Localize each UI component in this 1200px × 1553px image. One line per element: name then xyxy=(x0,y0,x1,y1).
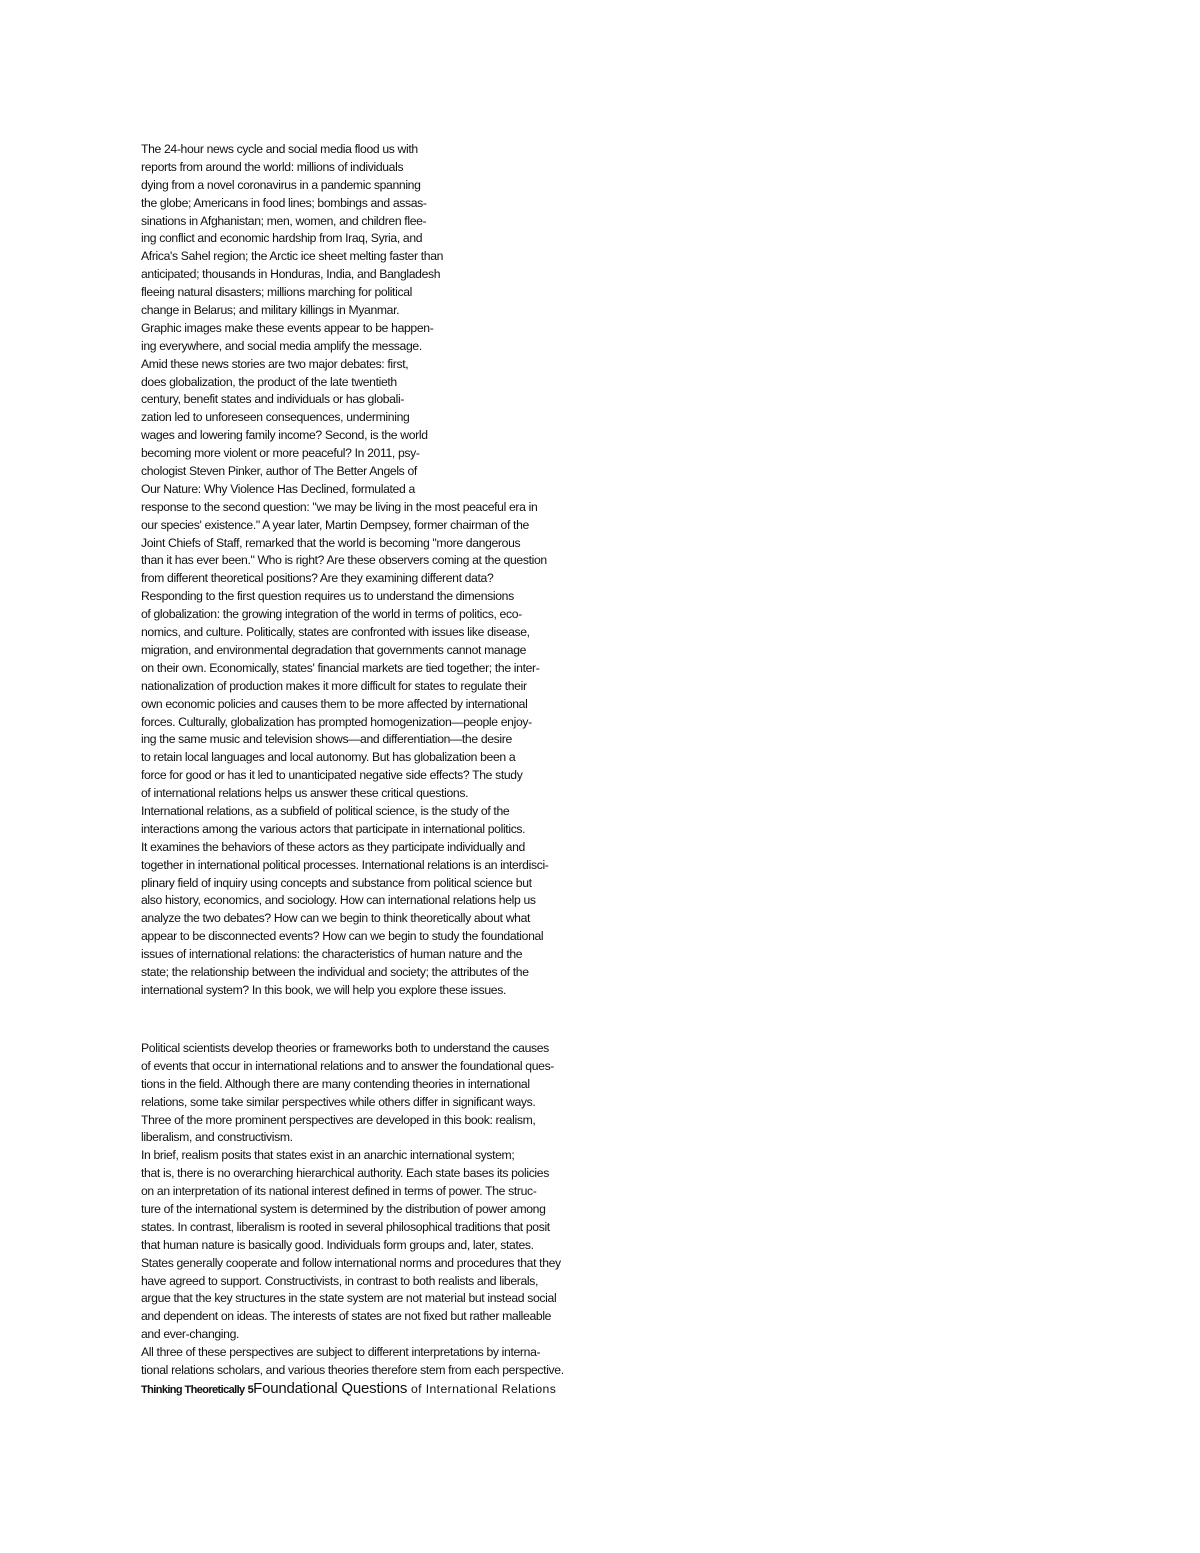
text-line: reports from around the world: millions of individuals xyxy=(141,159,404,174)
text-line: state; the relationship between the individual and society; the attributes of the xyxy=(141,964,529,979)
text-line: together in international political processes. International relations is an interdisci- xyxy=(141,857,549,872)
text-line: change in Belarus; and military killings in Myanmar. xyxy=(141,303,400,318)
text-line: ture of the international system is determined by the distribution of power among xyxy=(141,1202,546,1217)
text-line: that is, there is no overarching hierarchical authority. Each state bases its policies xyxy=(141,1166,549,1181)
text-line: our species' existence." A year later, Martin Dempsey, former chairman of the xyxy=(141,517,529,532)
chapter-title: oundational Questions xyxy=(262,1379,408,1397)
running-head: Thinking Theoretically xyxy=(141,1383,245,1396)
text-line: and ever-changing. xyxy=(141,1327,240,1342)
text-line: tions in the field. Although there are many contending theories in international xyxy=(141,1076,530,1091)
chapter-title-initial: F xyxy=(253,1379,263,1397)
text-line: becoming more violent or more peaceful? In 2011, psy- xyxy=(141,446,420,461)
text-line: Our Nature: Why Violence Has Declined, formulated a xyxy=(141,481,415,496)
text-line: Amid these news stories are two major debates: first, xyxy=(141,356,409,371)
text-line: International relations, as a subfield of political science, is the study of the xyxy=(141,803,510,818)
text-line: All three of these perspectives are subject to different interpretations by interna- xyxy=(141,1345,541,1360)
text-line: international system? In this book, we will help you explore these issues. xyxy=(141,982,506,997)
text-line: Political scientists develop theories or frameworks both to understand the causes xyxy=(141,1041,549,1055)
text-line: Africa's Sahel region; the Arctic ice sheet melting faster than xyxy=(141,249,444,264)
text-line: appear to be disconnected events? How can we begin to study the foundational xyxy=(141,929,544,944)
text-line: own economic policies and causes them to be more affected by international xyxy=(141,696,528,711)
text-line: have agreed to support. Constructivists, in contrast to both realists and liberals, xyxy=(141,1273,539,1288)
text-block-introduction xyxy=(141,141,641,1000)
text-line: to retain local languages and local autonomy. But has globalization been a xyxy=(141,750,516,765)
text-line: the globe; Americans in food lines; bombings and assas- xyxy=(141,195,427,210)
text-line: forces. Culturally, globalization has prompted homogenization—people enjoy- xyxy=(141,714,532,729)
text-line: tional relations scholars, and various theories therefore stem from each perspective. xyxy=(141,1363,564,1378)
text-line: anticipated; thousands in Honduras, India, and Bangladesh xyxy=(141,267,441,282)
page-number: 5 xyxy=(247,1383,254,1396)
text-line: dying from a novel coronavirus in a pandemic spanning xyxy=(141,177,421,192)
text-line: It examines the behaviors of these actors as they participate individually and xyxy=(141,839,525,854)
text-line: force for good or has it led to unanticipated negative side effects? The study xyxy=(141,768,523,783)
text-line: wages and lowering family income? Second, is the world xyxy=(141,428,428,443)
text-line: does globalization, the product of the late twentieth xyxy=(141,374,397,389)
text-line: Three of the more prominent perspectives are developed in this book: realism, xyxy=(141,1112,536,1127)
text-line: states. In contrast, liberalism is rooted in several philosophical traditions that posit xyxy=(141,1219,550,1234)
text-line: States generally cooperate and follow international norms and procedures that they xyxy=(141,1255,561,1270)
text-line: that human nature is basically good. Individuals form groups and, later, states. xyxy=(141,1237,534,1252)
text-line: issues of international relations: the characteristics of human nature and the xyxy=(141,947,523,962)
text-line: argue that the key structures in the state system are not material but instead social xyxy=(141,1291,557,1306)
text-line: of international relations helps us answer these critical questions. xyxy=(141,786,469,801)
text-line: plinary field of inquiry using concepts and substance from political science but xyxy=(141,875,532,890)
text-line: century, benefit states and individuals or has globali- xyxy=(141,392,405,407)
text-line: chologist Steven Pinker, author of The Better Angels of xyxy=(141,464,417,479)
page-footer xyxy=(141,1380,641,1398)
text-line: fleeing natural disasters; millions marching for political xyxy=(141,285,412,300)
text-line: Joint Chiefs of Staff, remarked that the world is becoming "more dangerous xyxy=(141,535,521,550)
text-line: nationalization of production makes it more difficult for states to regulate their xyxy=(141,678,527,693)
text-line: also history, economics, and sociology. How can international relations help us xyxy=(141,893,536,908)
text-line: sinations in Afghanistan; men, women, and children flee- xyxy=(141,213,427,228)
text-line: from different theoretical positions? Are they examining different data? xyxy=(141,571,494,586)
text-line: interactions among the various actors that participate in international politics. xyxy=(141,821,526,836)
text-line: In brief, realism posits that states exist in an anarchic international system; xyxy=(141,1148,515,1163)
text-line: analyze the two debates? How can we begin to think theoretically about what xyxy=(141,911,531,926)
text-line: Responding to the first question requires us to understand the dimensions xyxy=(141,589,514,604)
text-line: response to the second question: "we may be living in the most peaceful era in xyxy=(141,499,538,514)
text-line: relations, some take similar perspectives while others differ in significant ways. xyxy=(141,1094,536,1109)
text-line: and dependent on ideas. The interests of states are not fixed but rather malleable xyxy=(141,1309,552,1324)
text-line: migration, and environmental degradation that governments cannot manage xyxy=(141,642,527,657)
text-line: The 24-hour news cycle and social media flood us with xyxy=(141,142,418,156)
text-line: of events that occur in international relations and to answer the foundational ques- xyxy=(141,1058,555,1073)
text-line: Graphic images make these events appear to be happen- xyxy=(141,320,434,335)
text-line: on their own. Economically, states' financial markets are tied together; the inter- xyxy=(141,660,540,675)
text-line: liberalism, and constructivism. xyxy=(141,1130,293,1145)
text-line: zation led to unforeseen consequences, undermining xyxy=(141,410,410,425)
text-line: than it has ever been." Who is right? Are these observers coming at the question xyxy=(141,553,547,568)
theories-paragraphs xyxy=(141,1040,641,1380)
text-line: ing conflict and economic hardship from Iraq, Syria, and xyxy=(141,231,423,246)
text-line: ing everywhere, and social media amplify the message. xyxy=(141,338,422,353)
text-line: of globalization: the growing integration of the world in terms of politics, eco- xyxy=(141,607,522,622)
text-line: ing the same music and television shows—and differentiation—the desire xyxy=(141,732,512,747)
text-line: nomics, and culture. Politically, states are confronted with issues like disease, xyxy=(141,625,530,640)
text-block-theories xyxy=(141,1040,641,1398)
chapter-title-tail: of International Relations xyxy=(407,1381,557,1396)
text-line: on an interpretation of its national interest defined in terms of power. The struc- xyxy=(141,1184,537,1199)
